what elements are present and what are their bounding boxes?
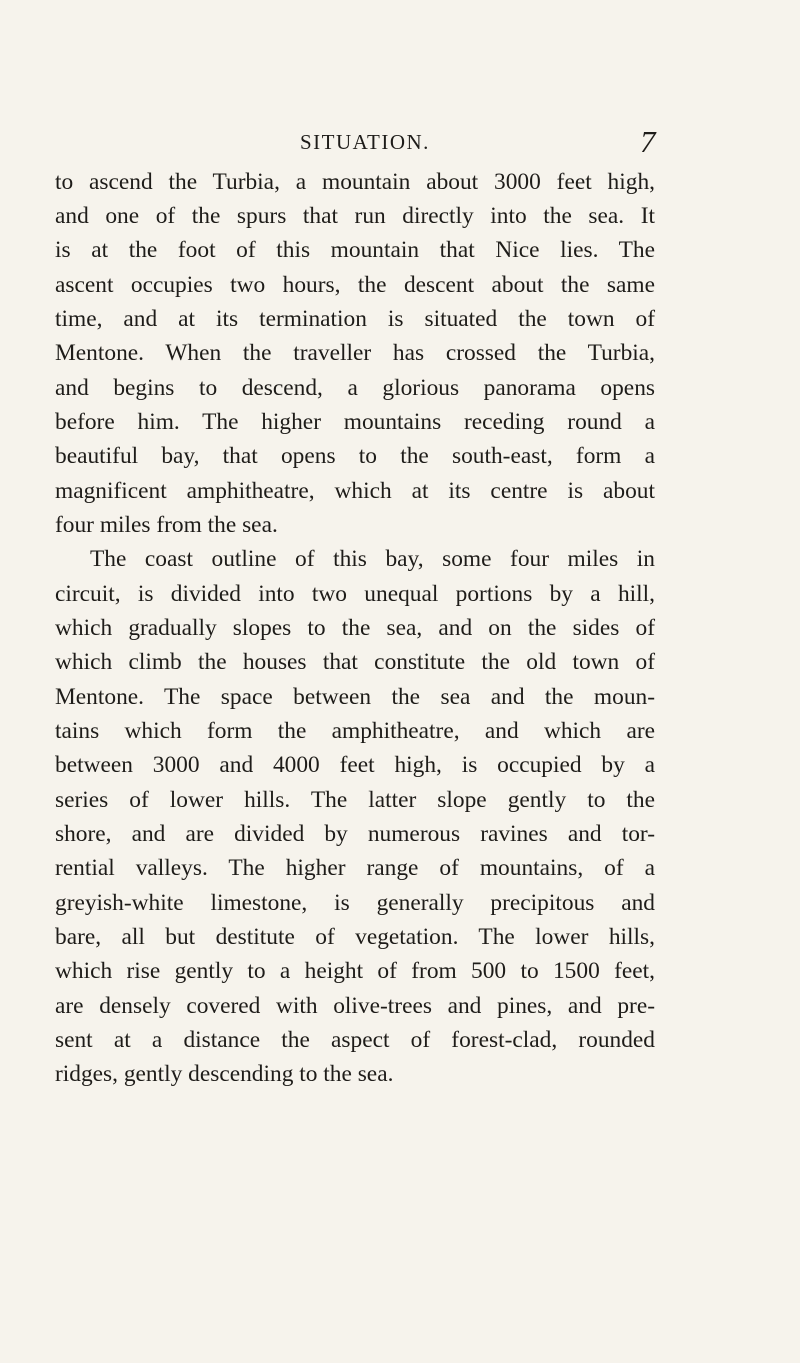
text-line: Mentone. The space between the sea and the moun- [55,684,655,710]
text-line: between 3000 and 4000 feet high, is occupied by a [55,752,655,778]
text-line: and begins to descend, a glorious panorama opens [55,375,655,401]
text-line: and one of the spurs that run directly into the sea. It [55,203,655,229]
text-line: is at the foot of this mountain that Nice lies. The [55,237,655,263]
text-line: are densely covered with olive-trees and pines, and pre- [55,993,655,1019]
text-line: which climb the houses that constitute the old town of [55,649,655,675]
text-line: ascent occupies two hours, the descent about the same [55,272,655,298]
paragraph-first-line: The coast outline of this bay, some four miles in [90,546,655,572]
text-line: four miles from the sea. [55,512,278,538]
text-line: tains which form the amphitheatre, and which are [55,718,655,744]
text-line: time, and at its termination is situated the town of [55,306,655,332]
page-number: 7 [640,124,656,159]
text-line: bare, all but destitute of vegetation. The lower hills, [55,924,655,950]
text-line: greyish-white limestone, is generally precipitous and [55,890,655,916]
text-line: shore, and are divided by numerous ravines and tor- [55,821,655,847]
text-line: which rise gently to a height of from 500 to 1500 feet, [55,958,655,984]
text-line: series of lower hills. The latter slope gently to the [55,787,655,813]
text-line: rential valleys. The higher range of mountains, of a [55,855,655,881]
text-line: before him. The higher mountains receding round a [55,409,655,435]
running-title: SITUATION. [300,130,430,154]
text-line: magnificent amphitheatre, which at its centre is about [55,478,655,504]
text-line: Mentone. When the traveller has crossed the Turbia, [55,340,655,366]
text-line: which gradually slopes to the sea, and on the sides of [55,615,655,641]
text-line: beautiful bay, that opens to the south-east, form a [55,443,655,469]
text-line: circuit, is divided into two unequal portions by a hill, [55,581,655,607]
text-line: sent at a distance the aspect of forest-clad, rounded [55,1027,655,1053]
text-line: to ascend the Turbia, a mountain about 3000 feet high, [55,169,655,195]
text-line: ridges, gently descending to the sea. [55,1061,394,1087]
